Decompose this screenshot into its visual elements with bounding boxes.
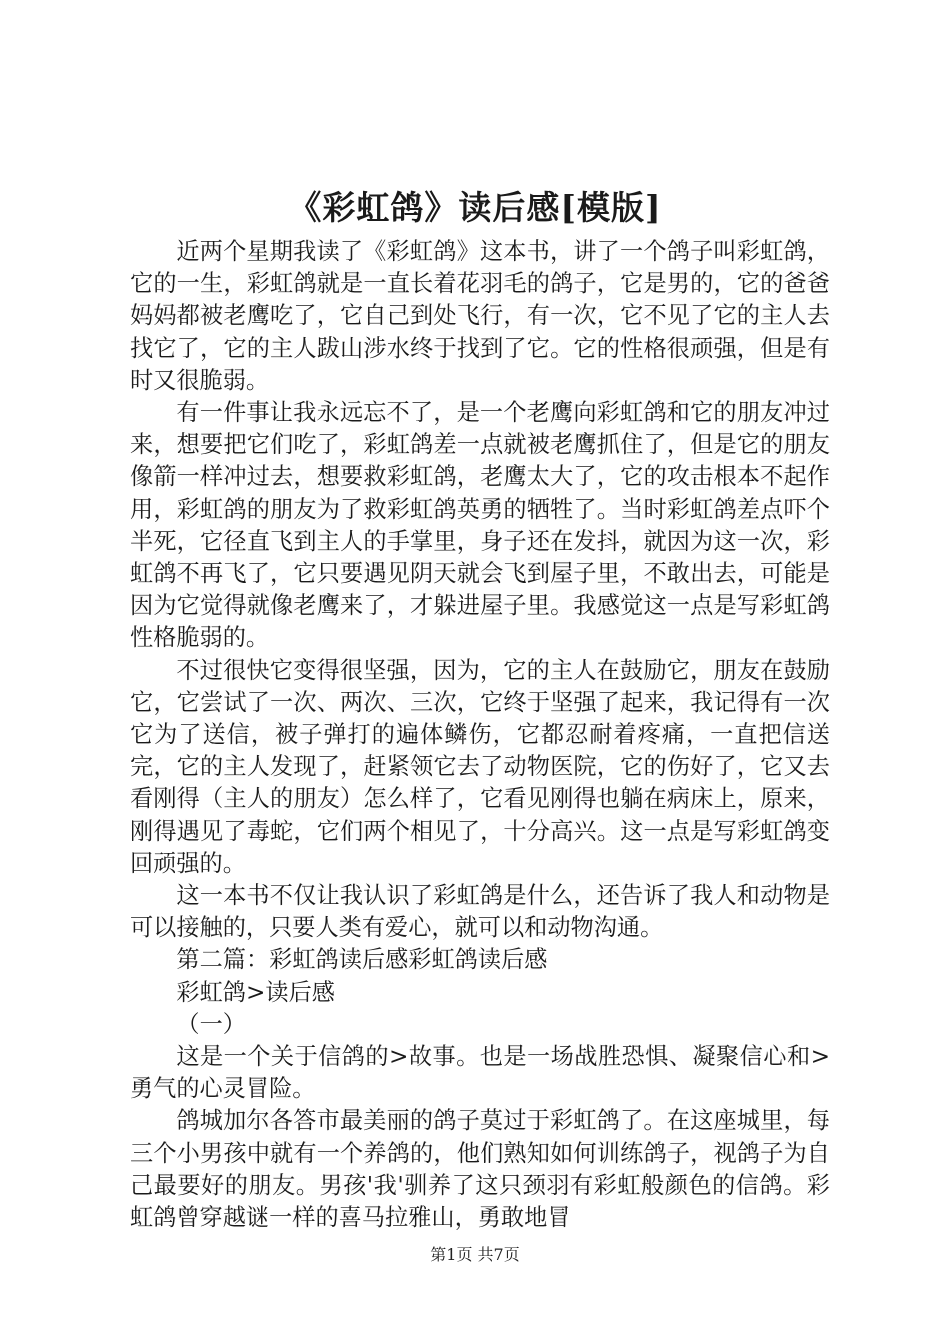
paragraph: 这是一个关于信鸽的>故事。也是一场战胜恐惧、凝聚信心和>勇气的心灵冒险。 (130, 1043, 830, 1103)
paragraph: 近两个星期我读了《彩虹鸽》这本书，讲了一个鸽子叫彩虹鸽，它的一生，彩虹鸽就是一直长着花羽毛的鸽子，它是男的，它的爸爸妈妈都被老鹰吃了，它自己到处飞行，有一次，它不见了它的主人去找它了，它的主人跋山涉水终于找到了它。它的性格很顽强，但是有时又很脆弱。 (130, 238, 830, 394)
document-title: 《彩虹鸽》读后感[模版] (288, 188, 662, 227)
paragraph: 鸽城加尔各答市最美丽的鸽子莫过于彩虹鸽了。在这座城里，每三个小男孩中就有一个养鸽的，他们熟知如何训练鸽子，视鸽子为自己最要好的朋友。男孩'我'驯养了这只颈羽有彩虹般颜色的信鸽。彩虹鸽曾穿越谜一样的喜马拉雅山，勇敢地冒 (130, 1107, 830, 1232)
section-number: （一） (176, 1010, 246, 1038)
section-subheading: 彩虹鸽>读后感 (176, 978, 335, 1006)
section-heading: 第二篇：彩虹鸽读后感彩虹鸽读后感 (176, 946, 548, 974)
paragraph: 这一本书不仅让我认识了彩虹鸽是什么，还告诉了我人和动物是可以接触的，只要人类有爱心，就可以和动物沟通。 (130, 882, 830, 942)
paragraph: 有一件事让我永远忘不了，是一个老鹰向彩虹鸽和它的朋友冲过来，想要把它们吃了，彩虹鸽差一点就被老鹰抓住了，但是它的朋友像箭一样冲过去，想要救彩虹鸽，老鹰太大了，它的攻击根本不起作用，彩虹鸽的朋友为了救彩虹鸽英勇的牺牲了。当时彩虹鸽差点吓个半死，它径直飞到主人的手掌里，身子还在发抖，就因为这一次，彩虹鸽不再飞了，它只要遇见阴天就会飞到屋子里，不敢出去，可能是因为它觉得就像老鹰来了，才躲进屋子里。我感觉这一点是写彩虹鸽性格脆弱的。 (130, 399, 830, 652)
page-footer: 第1页 共7页 (430, 1245, 520, 1264)
document-body (130, 236, 830, 1234)
paragraph: 不过很快它变得很坚强，因为，它的主人在鼓励它，朋友在鼓励它，它尝试了一次、两次、三次，它终于坚强了起来，我记得有一次它为了送信，被子弹打的遍体鳞伤，它都忍耐着疼痛，一直把信送完，它的主人发现了，赶紧领它去了动物医院，它的伤好了，它又去看刚得（主人的朋友）怎么样了，它看见刚得也躺在病床上，原来，刚得遇见了毒蛇，它们两个相见了，十分高兴。这一点是写彩虹鸽变回顽强的。 (130, 656, 830, 877)
